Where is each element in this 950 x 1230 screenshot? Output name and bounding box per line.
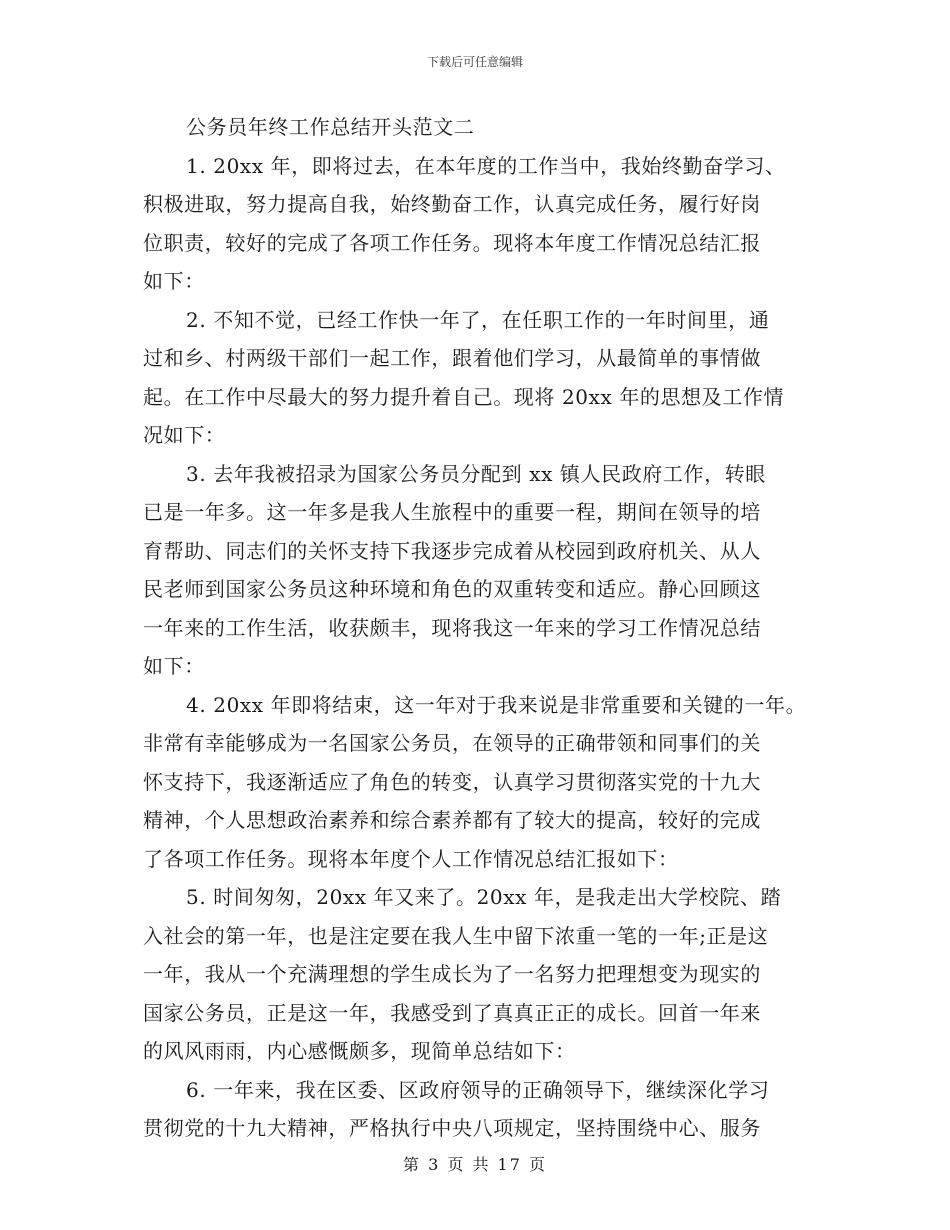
text-line: 3. 去年我被招录为国家公务员分配到 xx 镇人民政府工作，转眼 <box>186 461 766 486</box>
text-line: 育帮助、同志们的关怀支持下我逐步完成着从校园到政府机关、从人 <box>143 538 761 563</box>
text-line: 怀支持下，我逐渐适应了角色的转变，认真学习贯彻落实党的十九大 <box>143 769 761 794</box>
text-line: 位职责，较好的完成了各项工作任务。现将本年度工作情况总结汇报 <box>143 230 761 255</box>
text-line: 1. 20xx 年，即将过去，在本年度的工作当中，我始终勤奋学习、 <box>186 153 786 178</box>
text-line: 2. 不知不觉，已经工作快一年了，在任职工作的一年时间里，通 <box>186 307 770 332</box>
text-line: 非常有幸能够成为一名国家公务员，在领导的正确带领和同事们的关 <box>143 731 761 755</box>
text-line: 已是一年多。这一年多是我人生旅程中的重要一程，期间在领导的培 <box>143 500 761 524</box>
text-line: 过和乡、村两级干部们一起工作，跟着他们学习，从最简单的事情做 <box>143 346 761 370</box>
text-line: 起。在工作中尽最大的努力提升着自己。现将 20xx 年的思想及工作情 <box>143 384 785 409</box>
text-line: 4. 20xx 年即将结束，这一年对于我来说是非常重要和关键的一年。 <box>186 692 807 717</box>
page-header-note: 下载后可任意编辑 <box>426 55 523 69</box>
document-title: 公务员年终工作总结开头范文二 <box>186 115 475 139</box>
text-line: 了各项工作任务。现将本年度个人工作情况总结汇报如下： <box>143 846 679 871</box>
text-line: 一年来的工作生活，收获颇丰，现将我这一年来的学习工作情况总结 <box>143 615 761 640</box>
text-line: 民老师到国家公务员这种环境和角色的双重转变和适应。静心回顾这 <box>143 577 761 601</box>
text-line: 况如下： <box>143 423 226 447</box>
text-line: 6. 一年来，我在区委、区政府领导的正确领导下，继续深化学习 <box>186 1077 770 1102</box>
text-line: 如下： <box>143 654 205 678</box>
text-line: 如下： <box>143 269 205 293</box>
text-line: 积极进取，努力提高自我，始终勤奋工作，认真完成任务，履行好岗 <box>143 192 761 216</box>
page-number: 第 3 页 共 17 页 <box>403 1155 547 1174</box>
document-body <box>143 108 843 1148</box>
text-line: 入社会的第一年，也是注定要在我人生中留下浓重一笔的一年;正是这 <box>143 923 769 948</box>
text-line: 贯彻党的十九大精神，严格执行中央八项规定，坚持围绕中心、服务 <box>143 1116 761 1140</box>
text-line: 国家公务员，正是这一年，我感受到了真真正正的成长。回首一年来 <box>143 1000 761 1025</box>
text-line: 5. 时间匆匆，20xx 年又来了。20xx 年，是我走出大学校院、踏 <box>186 885 782 909</box>
text-line: 一年，我从一个充满理想的学生成长为了一名努力把理想变为现实的 <box>143 962 761 986</box>
text-line: 精神，个人思想政治素养和综合素养都有了较大的提高，较好的完成 <box>143 808 761 832</box>
text-line: 的风风雨雨，内心感慨颇多，现简单总结如下： <box>143 1039 576 1063</box>
